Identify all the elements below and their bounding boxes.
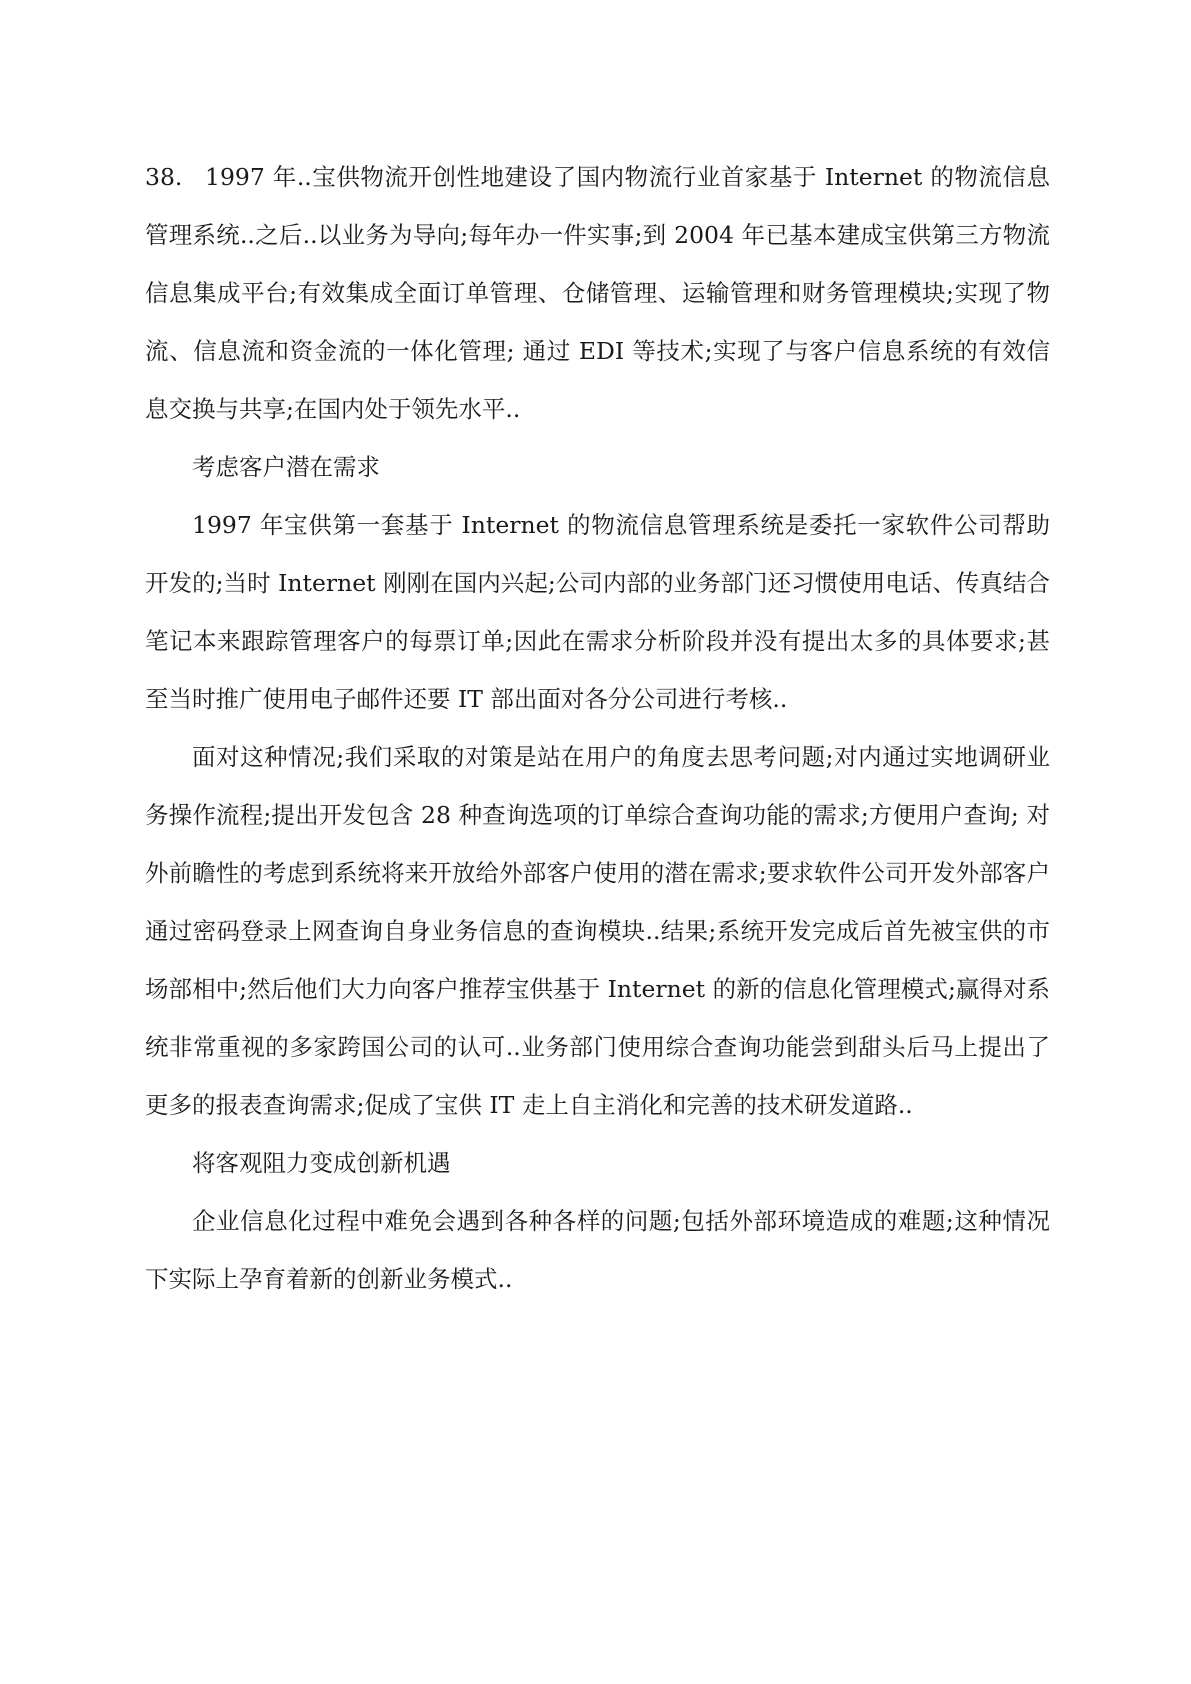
paragraph: 企业信息化过程中难免会遇到各种各样的问题;包括外部环境造成的难题;这种情况下实际上孕育着新的创新业务模式..	[145, 1207, 1050, 1293]
paragraph: 面对这种情况;我们采取的对策是站在用户的角度去思考问题;对内通过实地调研业务操作流程;提出开发包含 28 种查询选项的订单综合查询功能的需求;方便用户查询; 对外前瞻性的考虑到系统将来开放给外部客户使用的潜在需求;要求软件公司开发外部客户通过密码登录上网查询自身业务信息的查询模块..结果;系统开发完成后首先被宝供的市场部相中;然后他们大力向客户推荐宝供基于 Internet 的新的信息化管理模式;赢得对系统非常重视的多家跨国公司的认可..业务部门使用综合查询功能尝到甜头后马上提出了更多的报表查询需求;促成了宝供 IT 走上自主消化和完善的技术研发道路..	[145, 743, 1050, 1119]
item-number: 38.	[145, 163, 183, 191]
paragraph: 1997 年宝供第一套基于 Internet 的物流信息管理系统是委托一家软件公司帮助开发的;当时 Internet 刚刚在国内兴起;公司内部的业务部门还习惯使用电话、传真结合笔记本来跟踪管理客户的每票订单;因此在需求分析阶段并没有提出太多的具体要求;甚至当时推广使用电子邮件还要 IT 部出面对各分公司进行考核..	[145, 511, 1050, 713]
section-heading: 考虑客户潜在需求	[192, 453, 380, 481]
document-body	[145, 148, 1050, 1308]
paragraph-numbered	[145, 148, 1050, 438]
section-heading: 将客观阻力变成创新机遇	[192, 1149, 451, 1177]
paragraph-text: 1997 年..宝供物流开创性地建设了国内物流行业首家基于 Internet 的物流信息管理系统..之后..以业务为导向;每年办一件实事;到 2004 年已基本建成宝供第三方物流信息集成平台;有效集成全面订单管理、仓储管理、运输管理和财务管理模块;实现了物流、信息流和资金流的一体化管理; 通过 EDI 等技术;实现了与客户信息系统的有效信息交换与共享;在国内处于领先水平..	[145, 163, 1050, 423]
